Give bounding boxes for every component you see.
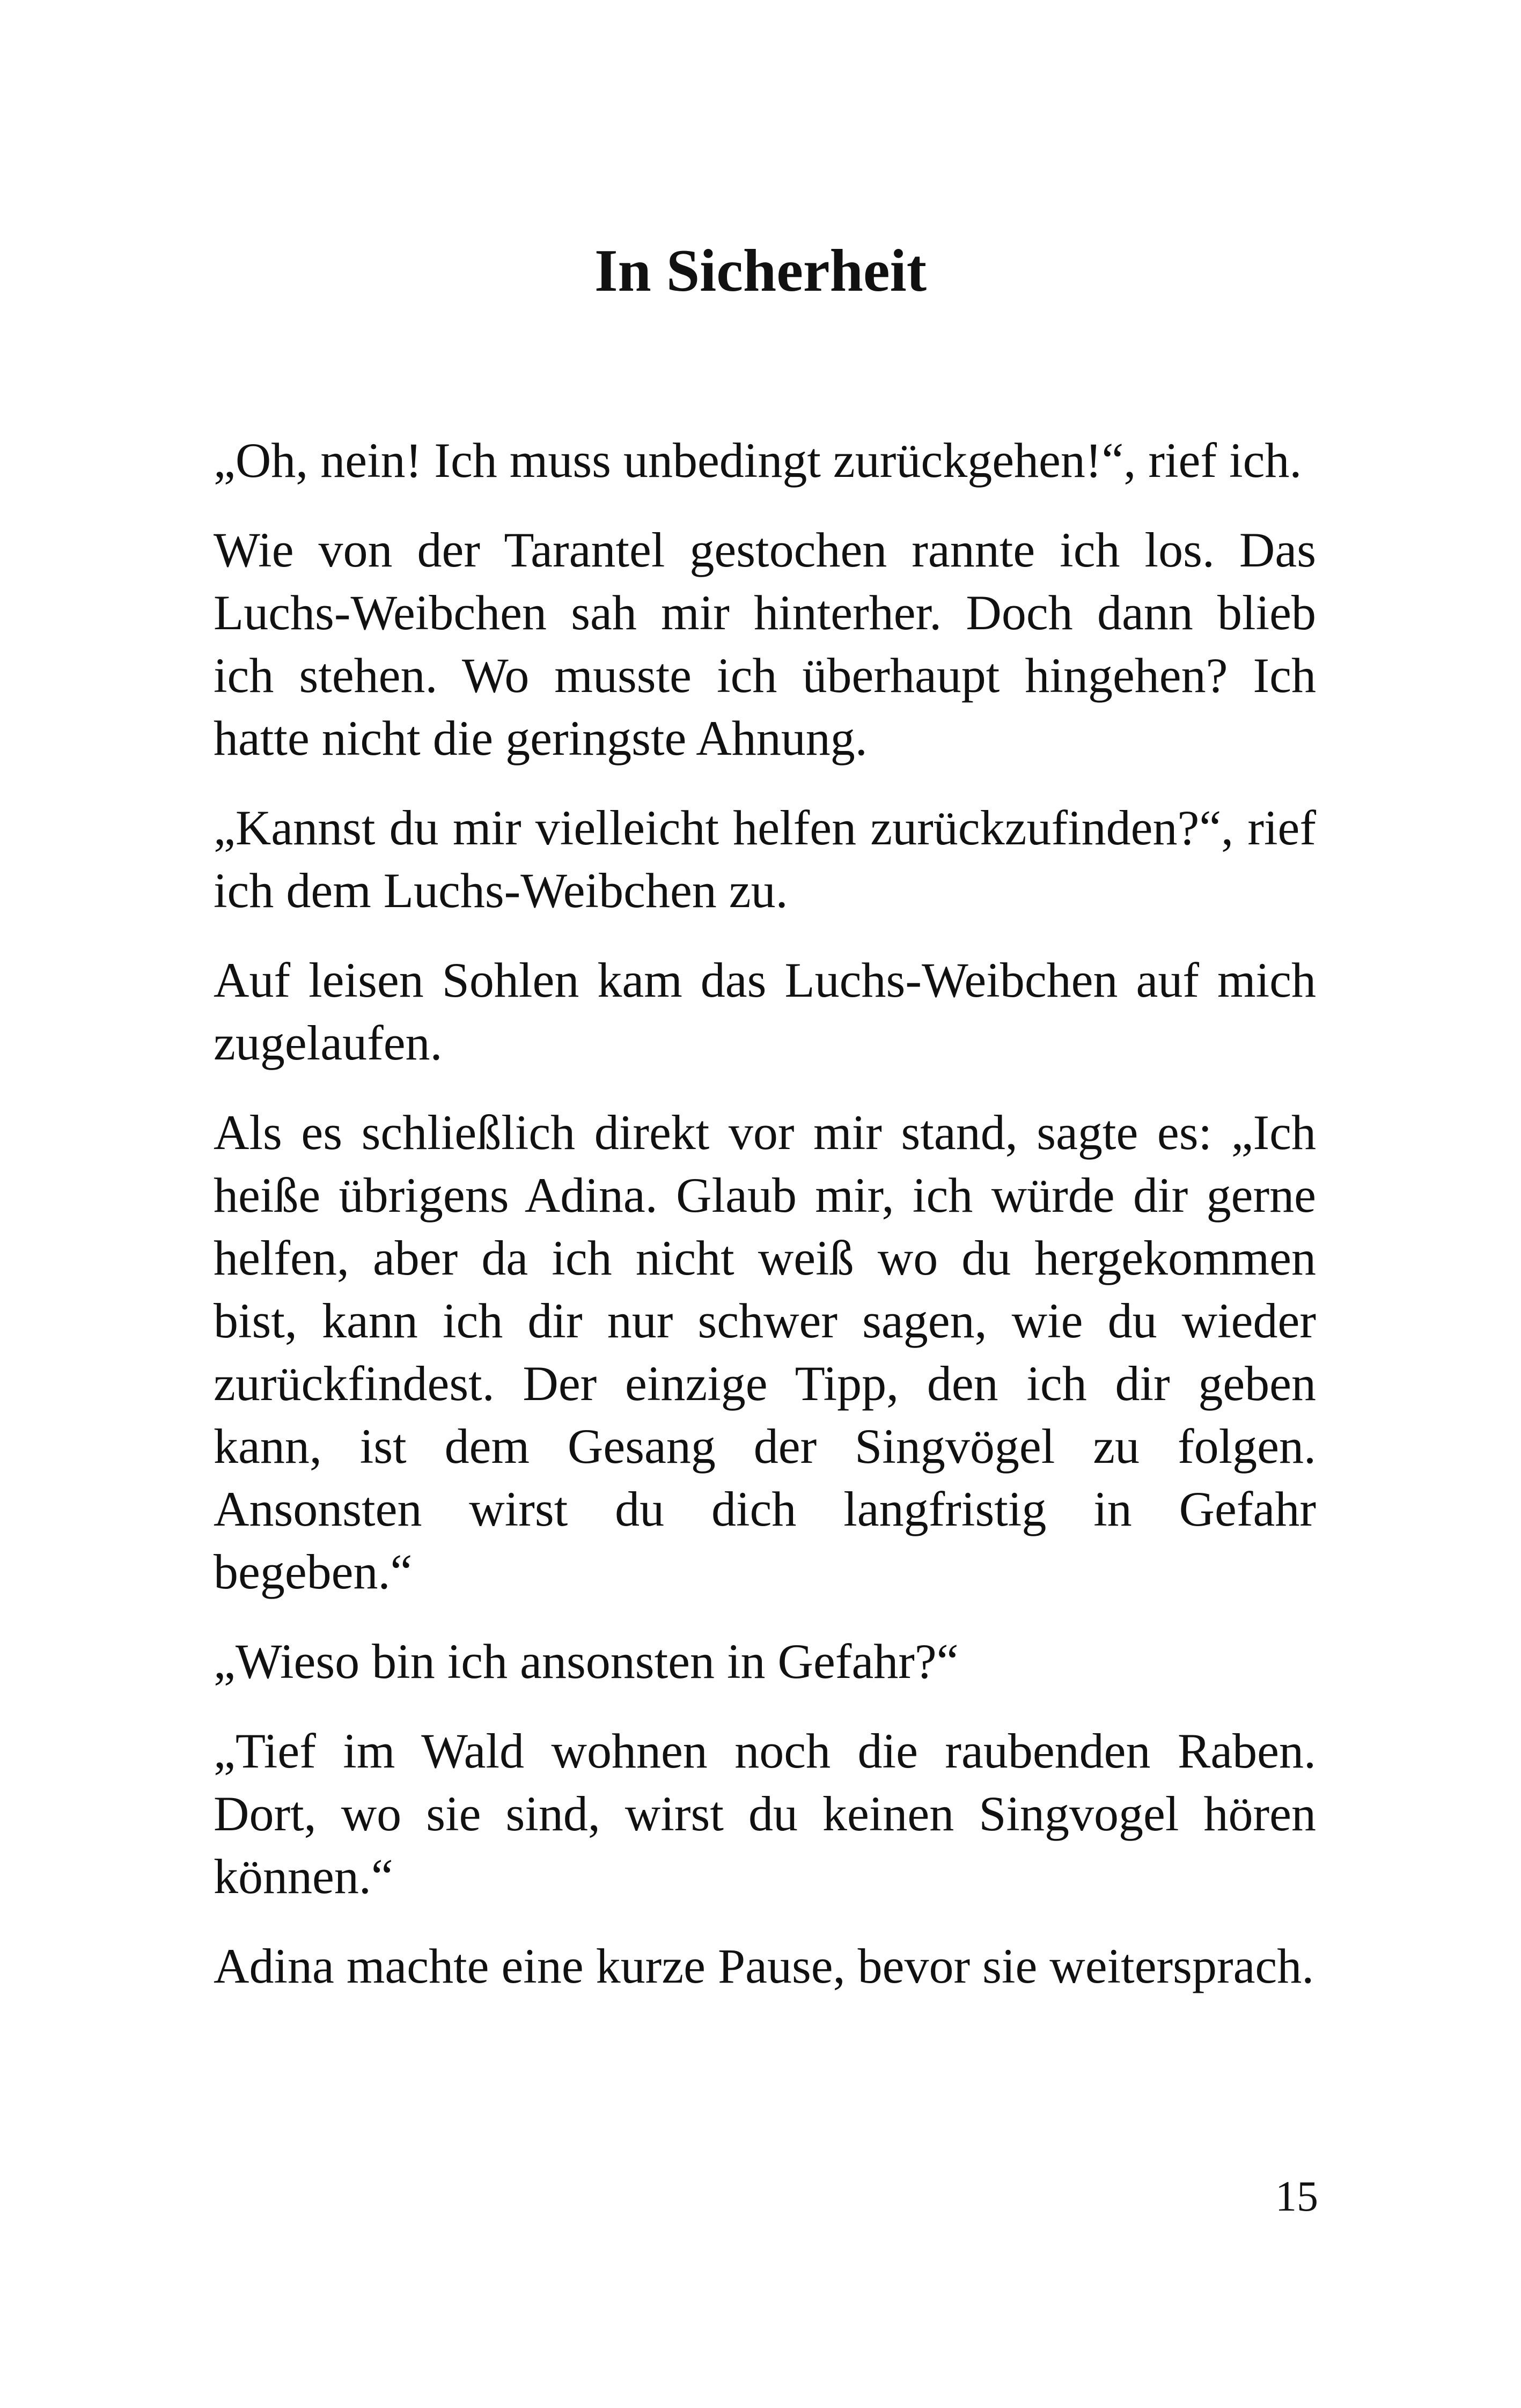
paragraph: „Tief im Wald wohnen noch die raubenden Raben. Dort, wo sie sind, wirst du keinen Singvogel hören können.“ (214, 1724, 1316, 1904)
paragraph: „Oh, nein! Ich muss unbedingt zurückgehen!“, rief ich. (214, 433, 1302, 488)
paragraph: Adina machte eine kurze Pause, bevor sie weitersprach. (214, 1939, 1314, 1993)
paragraph: Wie von der Tarantel gestochen rannte ich los. Das Luchs-Weibchen sah mir hinterher. Doch dann blieb ich stehen. Wo musste ich überhaupt hingehen? Ich hatte nicht die geringste Ahnung. (214, 522, 1316, 765)
paragraph: „Kannst du mir vielleicht helfen zurückzufinden?“, rief ich dem Luchs-Weibchen zu. (214, 800, 1316, 918)
chapter-title: In Sicherheit (594, 238, 927, 304)
paragraph: Auf leisen Sohlen kam das Luchs-Weibchen auf mich zugelaufen. (214, 953, 1316, 1070)
body-text (214, 429, 1316, 2024)
page-number: 15 (1275, 2173, 1318, 2220)
paragraph: „Wieso bin ich ansonsten in Gefahr?“ (214, 1634, 959, 1689)
paragraph: Als es schließlich direkt vor mir stand, sagte es: „Ich heiße übrigens Adina. Glaub mir, ich würde dir gerne helfen, aber da ich nicht weiß wo du hergekommen bist, kann ich dir nur schwer sagen, wie du wieder zurückfindest. Der einzige Tipp, den ich dir geben kann, ist dem Gesang der Singvögel zu folgen. Ansonsten wirst du dich langfristig in Gefahr begeben.“ (214, 1105, 1316, 1599)
